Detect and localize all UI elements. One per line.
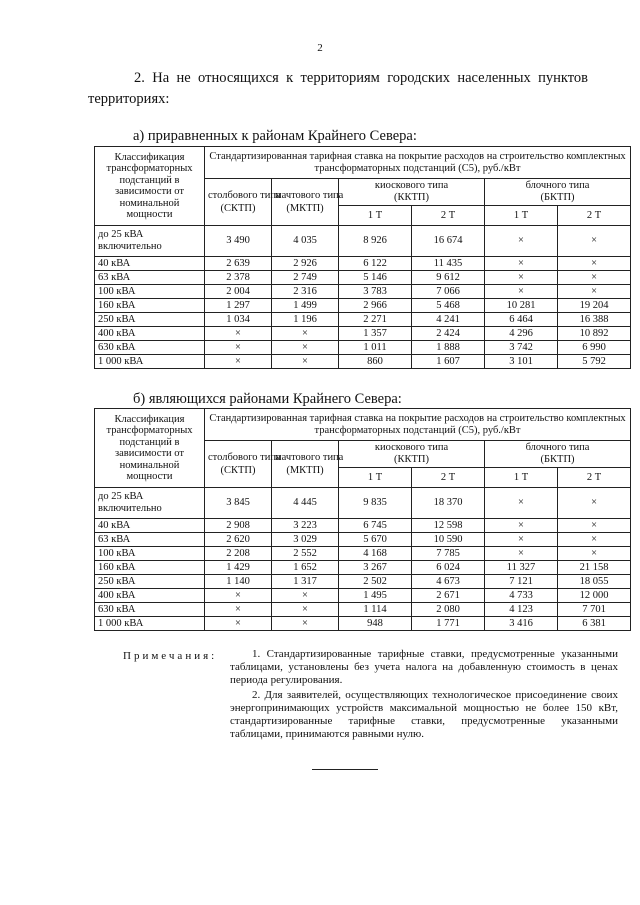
rate-cell: 2 639 (205, 257, 272, 271)
header-pole-name: столбового типа (208, 452, 281, 463)
header-row (95, 147, 631, 179)
rate-cell: × (272, 603, 339, 617)
rate-cell: 1 429 (205, 561, 272, 575)
rate-cell: 16 674 (412, 226, 485, 257)
rate-cell: 3 267 (339, 561, 412, 575)
header-classification: Классификация трансформаторных подстанций в зависимости от номинальной мощности (95, 409, 205, 488)
rate-cell: × (272, 617, 339, 631)
rate-cell: 2 316 (272, 285, 339, 299)
rate-cell: × (205, 617, 272, 631)
row-label: 40 кВА (95, 519, 205, 533)
rate-cell: × (205, 327, 272, 341)
header-pole-abbr: (СКТП) (220, 465, 256, 476)
rate-cell: 6 745 (339, 519, 412, 533)
rate-cell: 3 101 (485, 355, 558, 369)
rate-cell: 1 499 (272, 299, 339, 313)
rate-cell: 2 424 (412, 327, 485, 341)
header-transformer-count: 2 Т (412, 468, 485, 488)
rate-cell: 2 378 (205, 271, 272, 285)
rate-cell: 948 (339, 617, 412, 631)
rate-cell: × (485, 488, 558, 519)
row-label: 160 кВА (95, 299, 205, 313)
header-transformer-count: 1 Т (485, 468, 558, 488)
page-number: 2 (317, 42, 323, 54)
rate-cell: 2 552 (272, 547, 339, 561)
row-label: 63 кВА (95, 533, 205, 547)
rate-cell: 1 888 (412, 341, 485, 355)
row-label: 250 кВА (95, 313, 205, 327)
rate-cell: 3 416 (485, 617, 558, 631)
table-row (95, 575, 631, 589)
header-classification: Классификация трансформаторных подстанций в зависимости от номинальной мощности (95, 147, 205, 226)
rate-cell: 2 671 (412, 589, 485, 603)
table-row (95, 341, 631, 355)
row-label: 160 кВА (95, 561, 205, 575)
rate-cell: 21 158 (558, 561, 631, 575)
rate-cell: 2 271 (339, 313, 412, 327)
rate-cell: 1 652 (272, 561, 339, 575)
rate-cell: × (272, 589, 339, 603)
rate-cell: × (485, 285, 558, 299)
table-row (95, 603, 631, 617)
rate-cell: 1 297 (205, 299, 272, 313)
header-kiosk-abbr: (ККТП) (394, 454, 429, 465)
note-item: 2. Для заявителей, осуществляющих технологическое присоединение своих энергопринимающих устройств максимальной мощностью не более 150 кВт, стандартизированные тарифные ставки, предусмотренные указанными таблицами, принимаются равными нулю. (230, 689, 618, 740)
rate-cell: 10 590 (412, 533, 485, 547)
table-row (95, 285, 631, 299)
header-kiosk-name: киоскового типа (374, 442, 449, 453)
rate-cell: 12 598 (412, 519, 485, 533)
rate-cell: 6 024 (412, 561, 485, 575)
rate-cell: 3 783 (339, 285, 412, 299)
rate-cell: 6 122 (339, 257, 412, 271)
row-label: 40 кВА (95, 257, 205, 271)
rate-cell: 11 435 (412, 257, 485, 271)
rate-cell: 2 908 (205, 519, 272, 533)
rate-cell: 3 029 (272, 533, 339, 547)
header-transformer-count: 2 Т (558, 468, 631, 488)
table-row (95, 547, 631, 561)
rate-cell: 11 327 (485, 561, 558, 575)
header-kiosk-abbr: (ККТП) (394, 192, 429, 203)
rate-cell: 1 495 (339, 589, 412, 603)
table-row (95, 327, 631, 341)
rate-cell: 4 733 (485, 589, 558, 603)
header-mast (272, 179, 344, 226)
rate-cell: × (558, 285, 631, 299)
rate-cell: × (272, 341, 339, 355)
header-block-name: блочного типа (525, 180, 590, 191)
row-label: до 25 кВА включительно (95, 226, 205, 257)
row-label: 63 кВА (95, 271, 205, 285)
rate-cell: 5 670 (339, 533, 412, 547)
rate-cell: 860 (339, 355, 412, 369)
rate-cell: × (485, 519, 558, 533)
rate-cell: 8 926 (339, 226, 412, 257)
rate-cell: 18 370 (412, 488, 485, 519)
header-block (485, 179, 631, 206)
header-mast-name: мачтового типа (275, 190, 344, 201)
rate-cell: × (485, 533, 558, 547)
header-block-name: блочного типа (525, 442, 590, 453)
rate-cell: 9 835 (339, 488, 412, 519)
rate-cell: 5 792 (558, 355, 631, 369)
header-mast-abbr: (МКТП) (286, 203, 324, 214)
header-mast (272, 441, 344, 488)
rate-cell: 7 121 (485, 575, 558, 589)
table-row (95, 355, 631, 369)
rate-cell: 2 080 (412, 603, 485, 617)
rate-cell: 2 208 (205, 547, 272, 561)
rate-cell: × (558, 519, 631, 533)
rate-cell: 7 066 (412, 285, 485, 299)
header-kiosk-name: киоскового типа (374, 180, 449, 191)
tariff-table-a (94, 146, 631, 369)
rate-cell: 4 035 (272, 226, 339, 257)
intro-paragraph: 2. На не относящихся к территориям городских населенных пунктов территориях: (88, 70, 588, 107)
table-row (95, 589, 631, 603)
header-pole-name: столбового типа (208, 190, 281, 201)
table-row (95, 313, 631, 327)
rate-cell: × (558, 271, 631, 285)
notes-label: Примечания: (123, 650, 218, 662)
table-row (95, 617, 631, 631)
header-pole (205, 179, 281, 226)
rate-cell: × (558, 533, 631, 547)
section-b-title: б) являющихся районами Крайнего Севера: (133, 391, 402, 407)
header-pole-abbr: (СКТП) (220, 203, 256, 214)
table-row (95, 533, 631, 547)
rate-cell: 9 612 (412, 271, 485, 285)
row-label: до 25 кВА включительно (95, 488, 205, 519)
table-row (95, 299, 631, 313)
rate-cell: 2 004 (205, 285, 272, 299)
rate-cell: 1 771 (412, 617, 485, 631)
header-kiosk (339, 441, 485, 468)
rate-cell: 12 000 (558, 589, 631, 603)
rate-cell: × (272, 327, 339, 341)
rate-cell: 4 168 (339, 547, 412, 561)
rate-cell: 18 055 (558, 575, 631, 589)
rate-cell: 7 701 (558, 603, 631, 617)
end-divider (312, 769, 378, 770)
rate-cell: 6 464 (485, 313, 558, 327)
rate-cell: × (205, 355, 272, 369)
rate-cell: 7 785 (412, 547, 485, 561)
header-transformer-count: 2 Т (412, 206, 485, 226)
header-transformer-count: 1 Т (339, 206, 412, 226)
rate-cell: 2 966 (339, 299, 412, 313)
rate-cell: 3 845 (205, 488, 272, 519)
rate-cell: 2 620 (205, 533, 272, 547)
header-mast-name: мачтового типа (275, 452, 344, 463)
section-a-title: а) приравненных к районам Крайнего Севера: (133, 128, 417, 144)
header-block (485, 441, 631, 468)
rate-cell: × (485, 257, 558, 271)
rate-cell: × (485, 547, 558, 561)
rate-cell: 4 445 (272, 488, 339, 519)
row-label: 400 кВА (95, 589, 205, 603)
rate-cell: × (558, 226, 631, 257)
header-rate-title: Стандартизированная тарифная ставка на покрытие расходов на строительство комплектных трансформаторных подстанций (С5), руб./кВт (205, 409, 631, 441)
row-label: 1 000 кВА (95, 617, 205, 631)
rate-cell: × (485, 226, 558, 257)
rate-cell: 16 388 (558, 313, 631, 327)
rate-cell: × (558, 547, 631, 561)
rate-cell: 5 146 (339, 271, 412, 285)
header-transformer-count: 1 Т (339, 468, 412, 488)
row-label: 250 кВА (95, 575, 205, 589)
rate-cell: 4 123 (485, 603, 558, 617)
notes (230, 648, 618, 743)
row-label: 100 кВА (95, 547, 205, 561)
rate-cell: × (205, 603, 272, 617)
rate-cell: × (205, 589, 272, 603)
header-block-abbr: (БКТП) (540, 454, 575, 465)
rate-cell: 10 892 (558, 327, 631, 341)
rate-cell: 3 490 (205, 226, 272, 257)
row-label: 400 кВА (95, 327, 205, 341)
rate-cell: 1 140 (205, 575, 272, 589)
rate-cell: 6 381 (558, 617, 631, 631)
rate-cell: 2 502 (339, 575, 412, 589)
row-label: 630 кВА (95, 603, 205, 617)
rate-cell: × (272, 355, 339, 369)
rate-cell: 1 011 (339, 341, 412, 355)
header-row (95, 409, 631, 441)
rate-cell: 4 673 (412, 575, 485, 589)
rate-cell: 1 357 (339, 327, 412, 341)
rate-cell: 1 317 (272, 575, 339, 589)
rate-cell: × (558, 257, 631, 271)
rate-cell: 3 742 (485, 341, 558, 355)
row-label: 100 кВА (95, 285, 205, 299)
header-pole (205, 441, 281, 488)
rate-cell: × (485, 271, 558, 285)
rate-cell: 4 296 (485, 327, 558, 341)
table-row (95, 271, 631, 285)
table-row (95, 488, 631, 519)
rate-cell: 6 990 (558, 341, 631, 355)
table-row (95, 561, 631, 575)
rate-cell: × (558, 488, 631, 519)
note-item: 1. Стандартизированные тарифные ставки, предусмотренные указанными таблицами, установлены без учета налога на добавленную стоимость в ценах периода регулирования. (230, 648, 618, 686)
rate-cell: 19 204 (558, 299, 631, 313)
header-rate-title: Стандартизированная тарифная ставка на покрытие расходов на строительство комплектных трансформаторных подстанций (С5), руб./кВт (205, 147, 631, 179)
rate-cell: 3 223 (272, 519, 339, 533)
rate-cell: 2 926 (272, 257, 339, 271)
table-row (95, 226, 631, 257)
rate-cell: 4 241 (412, 313, 485, 327)
header-transformer-count: 2 Т (558, 206, 631, 226)
rate-cell: 1 114 (339, 603, 412, 617)
tariff-table-b (94, 408, 631, 631)
table-row (95, 257, 631, 271)
header-kiosk (339, 179, 485, 206)
header-mast-abbr: (МКТП) (286, 465, 324, 476)
row-label: 630 кВА (95, 341, 205, 355)
rate-cell: 1 607 (412, 355, 485, 369)
rate-cell: × (205, 341, 272, 355)
header-transformer-count: 1 Т (485, 206, 558, 226)
table-row (95, 519, 631, 533)
row-label: 1 000 кВА (95, 355, 205, 369)
rate-cell: 1 034 (205, 313, 272, 327)
rate-cell: 1 196 (272, 313, 339, 327)
rate-cell: 5 468 (412, 299, 485, 313)
rate-cell: 10 281 (485, 299, 558, 313)
rate-cell: 2 749 (272, 271, 339, 285)
header-block-abbr: (БКТП) (540, 192, 575, 203)
